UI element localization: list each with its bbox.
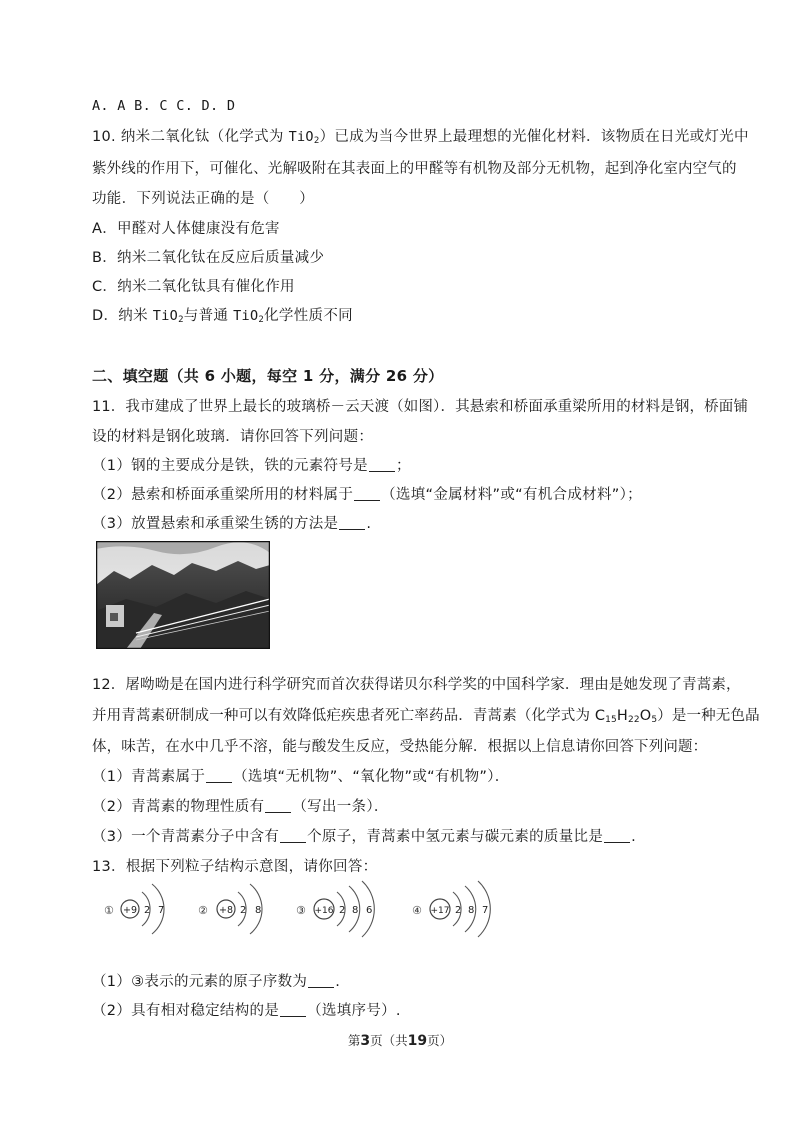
answer-blank[interactable] — [280, 1002, 306, 1017]
glass-bridge-photo — [96, 541, 270, 649]
part-text: （1）钢的主要成分是铁，铁的元素符号是 — [92, 458, 368, 474]
q10-option-c: C．纳米二氧化钛具有催化作用 — [92, 279, 295, 295]
page-footer — [0, 1031, 800, 1049]
part-text: . — [366, 516, 372, 532]
formula-subscript: 2 — [178, 315, 184, 325]
q12-part-2 — [92, 797, 389, 817]
formula-subscript: 2 — [258, 315, 265, 325]
atom-structure-drawing — [194, 878, 276, 940]
diagram-label: ① — [104, 904, 114, 917]
q11-stem-line-1: 11．我市建成了世界上最长的玻璃桥－云天渡（如图）．其悬索和桥面承重梁所用的材料是钢，桥面铺 — [92, 399, 749, 415]
part-text: （3）放置悬索和承重梁生锈的方法是 — [92, 516, 339, 532]
option-d-text-c: 化学性质不同 — [264, 308, 353, 324]
footer-text: 第 — [347, 1033, 361, 1048]
q12-part-3 — [92, 827, 636, 847]
formula-subscript: 2 — [313, 136, 320, 146]
formula-main: O — [639, 708, 652, 724]
part-text: 个原子，青蒿素中氢元素与碳元素的质量比是 — [307, 829, 604, 845]
answer-blank[interactable] — [369, 457, 395, 472]
part-text: （2）具有相对稳定结构的是 — [92, 1003, 280, 1019]
part-text: （选填序号）. — [307, 1003, 401, 1019]
q10-stem-text-a: 10. 纳米二氧化钛（化学式为 — [92, 129, 289, 145]
total-page-count: 19 — [407, 1033, 428, 1049]
atom-structure-drawing — [410, 878, 510, 940]
q11-stem-line-2: 设的材料是钢化玻璃．请你回答下列问题： — [92, 429, 374, 445]
formula-main: TiO — [233, 308, 259, 324]
part-text: （3）一个青蒿素分子中含有 — [92, 829, 280, 845]
formula-main: TiO — [152, 308, 179, 324]
shell-electrons: 8 — [255, 905, 262, 916]
q11-part-3 — [92, 514, 371, 534]
q10-stem-line-2: 紫外线的作用下，可催化、光解吸附在其表面上的甲醛等有机物及部分无机物，起到净化室内空气的 — [92, 161, 737, 177]
q13-part-1 — [92, 972, 340, 992]
q10-option-a: A．甲醛对人体健康没有危害 — [92, 221, 280, 237]
answer-blank[interactable] — [206, 768, 232, 783]
q11-part-2 — [92, 485, 642, 505]
shell-electrons: 2 — [455, 905, 462, 916]
atom-diagram-3 — [294, 878, 392, 940]
atom-structure-drawing — [294, 878, 392, 940]
nucleus-charge: +8 — [218, 905, 234, 916]
shell-electrons: 7 — [482, 905, 489, 916]
answer-blank[interactable] — [280, 828, 306, 843]
q13-stem: 13．根据下列粒子结构示意图，请你回答： — [92, 859, 378, 875]
stem-text: ）是一种无色晶 — [657, 708, 760, 724]
atom-diagram-2 — [194, 878, 276, 940]
nucleus-charge: +17 — [430, 906, 450, 916]
q12-stem-line-2 — [92, 706, 760, 726]
current-page-number: 3 — [360, 1033, 371, 1049]
q10-stem-line-1 — [92, 127, 749, 147]
option-d-text-b: 与普通 — [183, 308, 234, 324]
part-text: （1）③表示的元素的原子序数为 — [92, 974, 308, 990]
shell-electrons: 6 — [366, 905, 373, 916]
diagram-label: ③ — [296, 904, 306, 917]
shell-electrons: 7 — [158, 905, 165, 916]
footer-text: 页（共 — [370, 1033, 408, 1048]
q10-option-b: B．纳米二氧化钛在反应后质量减少 — [92, 250, 325, 266]
q10-stem-text-b: ）已成为当今世界上最理想的光催化材料．该物质在日光或灯光中 — [319, 129, 749, 145]
q12-part-1 — [92, 767, 510, 787]
formula-main: H — [616, 708, 628, 724]
part-text: . — [335, 974, 341, 990]
formula-subscript: 5 — [651, 715, 658, 725]
shell-electrons: 2 — [144, 905, 151, 916]
formula-subscript: 15 — [605, 715, 617, 725]
shell-electrons: 8 — [352, 905, 359, 916]
q10-stem-line-3: 功能．下列说法正确的是（ ） — [92, 191, 314, 207]
formula-subscript: 22 — [627, 715, 640, 725]
nucleus-charge: +9 — [122, 905, 138, 916]
part-text: ； — [395, 458, 411, 474]
shell-electrons: 2 — [339, 905, 346, 916]
q13-part-2 — [92, 1001, 401, 1021]
atom-diagram-4 — [410, 878, 510, 940]
diagram-label: ② — [198, 904, 208, 917]
part-text: （写出一条）． — [292, 799, 389, 815]
part-text: . — [631, 829, 637, 845]
stem-text: 并用青蒿素研制成一种可以有效降低疟疾患者死亡率药品．青蒿素（化学式为 C — [92, 708, 606, 724]
answer-blank[interactable] — [265, 798, 291, 813]
q12-stem-line-3: 体，味苦，在水中几乎不溶，能与酸发生反应，受热能分解．根据以上信息请你回答下列问题： — [92, 739, 708, 755]
q11-part-1 — [92, 456, 411, 476]
footer-text: 页） — [427, 1033, 453, 1048]
shell-electrons: 8 — [468, 905, 475, 916]
part-text: （选填“无机物”、“氧化物”或“有机物”）． — [233, 769, 510, 785]
answer-blank[interactable] — [604, 828, 630, 843]
part-text: （选填“金属材料”或“有机合成材料”）； — [381, 487, 642, 503]
atom-diagram-1 — [100, 878, 176, 940]
answer-blank[interactable] — [354, 486, 380, 501]
q10-option-d — [92, 306, 353, 326]
part-text: （1）青蒿素属于 — [92, 769, 206, 785]
atom-structure-drawing — [100, 878, 176, 940]
formula-main: TiO — [288, 129, 314, 145]
part-text: （2）悬索和桥面承重梁所用的材料属于 — [92, 487, 354, 503]
answer-blank[interactable] — [308, 973, 334, 988]
bridge-photo-image — [96, 541, 270, 649]
nucleus-charge: +16 — [314, 906, 334, 916]
diagram-label: ④ — [412, 904, 422, 917]
option-d-text-a: D．纳米 — [92, 308, 153, 324]
q12-stem-line-1: 12．屠呦呦是在国内进行科学研究而首次获得诺贝尔科学奖的中国科学家．理由是她发现了青蒿素， — [92, 677, 741, 693]
section-2-title: 二、填空题（共 6 小题，每空 1 分，满分 26 分） — [92, 367, 444, 385]
shell-electrons: 2 — [240, 905, 247, 916]
previous-question-options: A. A B. C C. D. D — [92, 98, 236, 114]
q10-formula — [289, 129, 320, 145]
part-text: （2）青蒿素的物理性质有 — [92, 799, 265, 815]
answer-blank[interactable] — [339, 515, 365, 530]
